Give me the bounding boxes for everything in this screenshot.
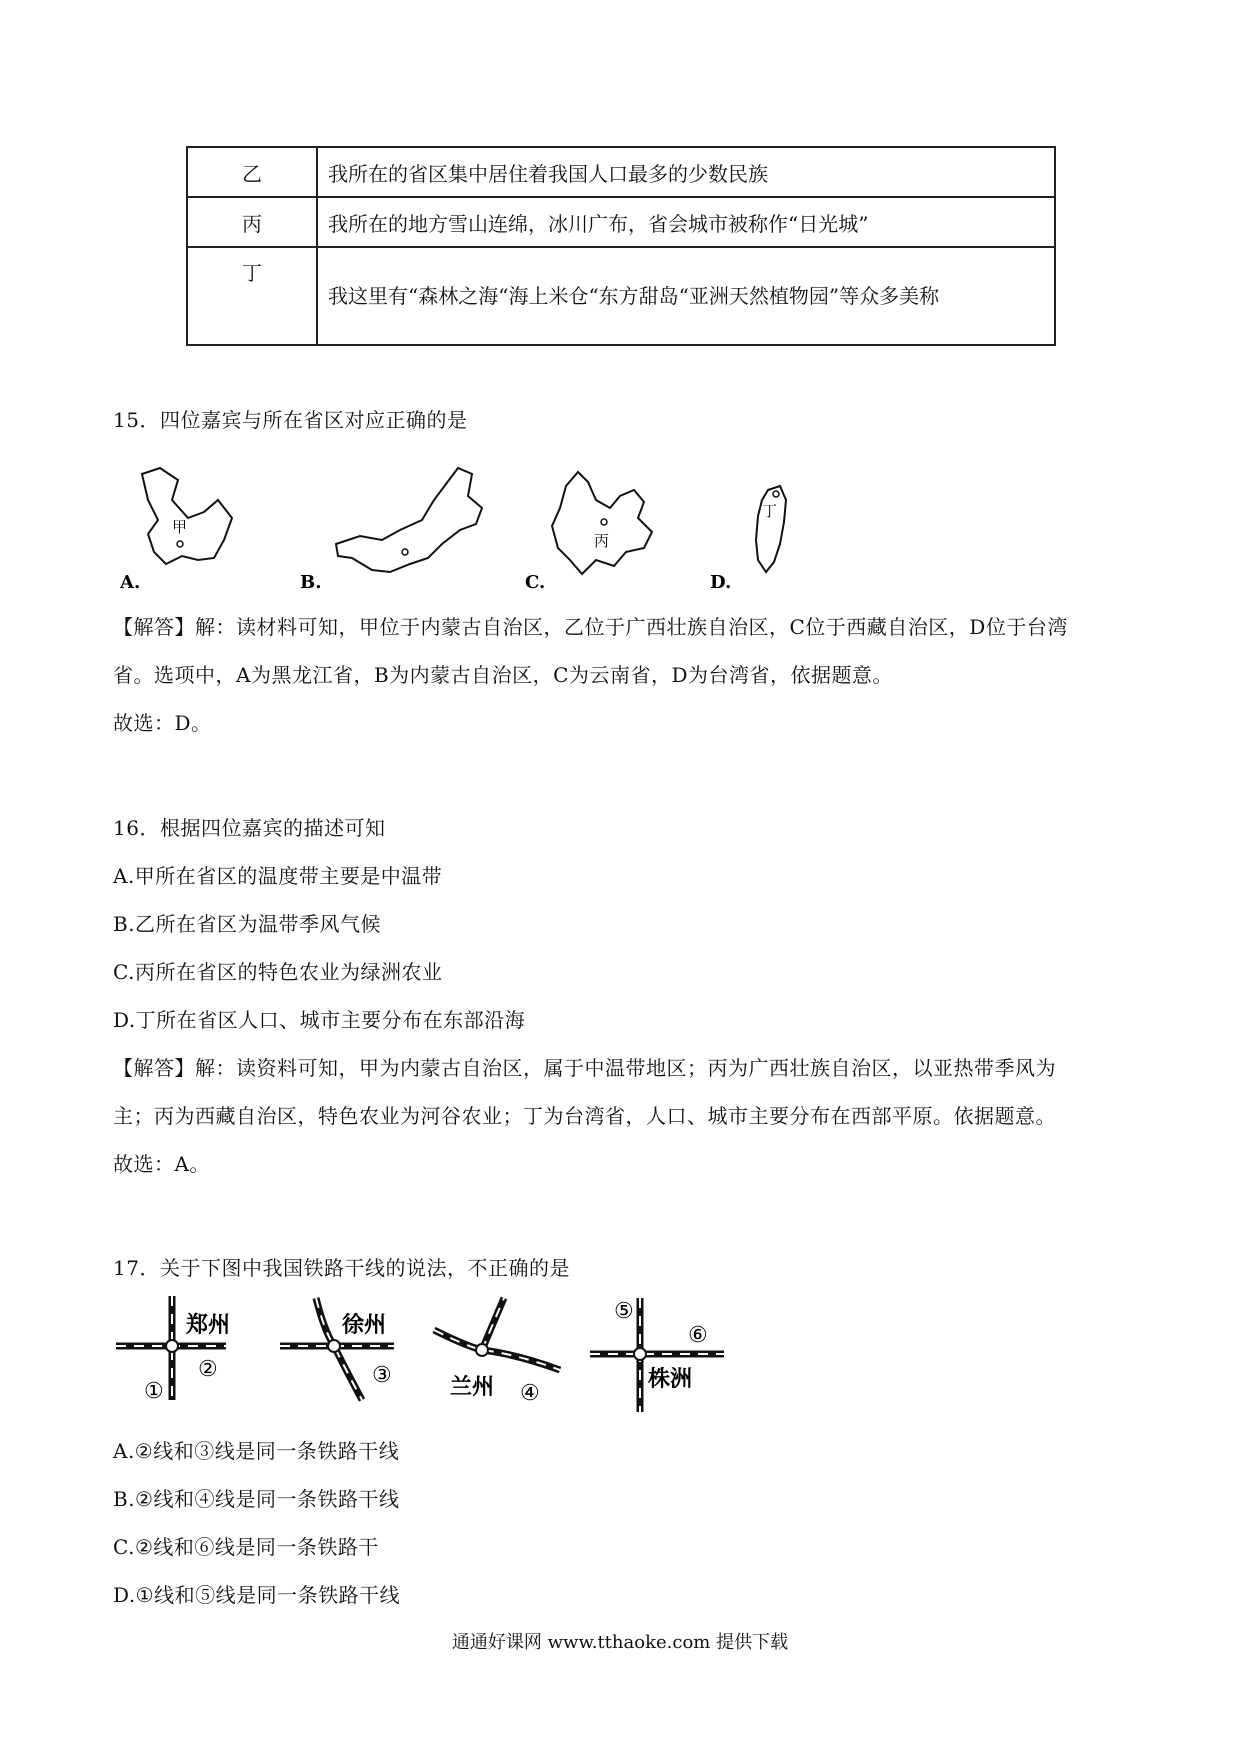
q15-stem: 15．四位嘉宾与所在省区对应正确的是 — [113, 408, 468, 432]
line-mark: ② — [198, 1357, 218, 1382]
map-label: 丙 — [594, 532, 610, 550]
table-row — [187, 147, 1055, 197]
row-key: 乙 — [187, 147, 317, 197]
page-footer: 通通好课网 www.tthaoke.com 提供下载 — [451, 1632, 789, 1653]
q17-option-b: B.②线和④线是同一条铁路干线 — [113, 1487, 400, 1511]
capital-dot — [177, 541, 183, 547]
q16-option-d: D.丁所在省区人口、城市主要分布在东部沿海 — [113, 1008, 526, 1032]
row-key: 丁 — [187, 247, 317, 345]
map-option-b — [300, 468, 482, 590]
line-mark: ③ — [372, 1363, 392, 1388]
q17-railway-junctions — [116, 1290, 836, 1430]
yunnan-outline — [552, 472, 652, 574]
capital-dot — [773, 491, 779, 497]
q17-stem: 17．关于下图中我国铁路干线的说法，不正确的是 — [113, 1256, 570, 1280]
table-row — [187, 197, 1055, 247]
heilongjiang-outline — [142, 468, 232, 564]
line-mark: ④ — [520, 1381, 540, 1406]
row-text: 我所在的省区集中居住着我国人口最多的少数民族 — [317, 147, 1055, 197]
q17-option-a: A.②线和③线是同一条铁路干线 — [113, 1439, 400, 1463]
inner-mongolia-outline — [336, 468, 482, 572]
option-letter: C. — [525, 572, 546, 590]
row-key: 丙 — [187, 197, 317, 247]
q15-answer-line-2: 省。选项中，A为黑龙江省，B为内蒙古自治区，C为云南省，D为台湾省，依据题意。 — [113, 663, 893, 687]
capital-dot — [402, 549, 408, 555]
city-label: 郑州 — [186, 1312, 231, 1338]
q15-choice: 故选：D。 — [113, 711, 212, 735]
map-label: 丁 — [762, 502, 778, 520]
guest-info-table — [186, 146, 1056, 346]
line-mark: ⑥ — [688, 1323, 708, 1348]
line-mark: ⑤ — [614, 1299, 634, 1324]
map-option-c — [525, 472, 652, 590]
q16-option-a: A.甲所在省区的温度带主要是中温带 — [113, 864, 443, 888]
city-label: 兰州 — [450, 1374, 495, 1400]
junction-zhengzhou — [116, 1296, 230, 1404]
q16-choice: 故选：A。 — [113, 1152, 210, 1176]
row-text: 我所在的地方雪山连绵，冰川广布，省会城市被称作“日光城” — [317, 197, 1055, 247]
q17-option-c: C.②线和⑥线是同一条铁路干 — [113, 1535, 379, 1559]
q16-answer-line-1: 【解答】解：读资料可知，甲为内蒙古自治区，属于中温带地区；丙为广西壮族自治区，以亚热带季风为 — [113, 1056, 1056, 1080]
q15-answer-line-1: 【解答】解：读材料可知，甲位于内蒙古自治区，乙位于广西壮族自治区，C位于西藏自治区，D位于台湾 — [113, 615, 1068, 639]
line-mark: ① — [144, 1379, 164, 1404]
junction-lanzhou — [434, 1298, 560, 1406]
option-letter: A. — [120, 572, 141, 590]
city-label: 株洲 — [648, 1366, 693, 1392]
q16-option-c: C.丙所在省区的特色农业为绿洲农业 — [113, 960, 443, 984]
city-label: 徐州 — [342, 1312, 387, 1338]
map-option-a — [120, 468, 232, 590]
option-letter: D. — [710, 572, 732, 590]
q15-province-maps — [120, 460, 900, 590]
q16-answer-line-2: 主；丙为西藏自治区，特色农业为河谷农业；丁为台湾省，人口、城市主要分布在西部平原。依据题意。 — [113, 1104, 1056, 1128]
q16-option-b: B.乙所在省区为温带季风气候 — [113, 912, 382, 936]
option-letter: B. — [300, 572, 322, 590]
q16-stem: 16．根据四位嘉宾的描述可知 — [113, 816, 386, 840]
map-option-d — [710, 486, 786, 590]
junction-xuzhou — [280, 1298, 394, 1400]
taiwan-outline — [756, 486, 786, 572]
map-label: 甲 — [172, 518, 188, 536]
junction-zhuzhou — [590, 1298, 724, 1412]
table-row — [187, 247, 1055, 345]
row-text: 我这里有“森林之海“海上米仓“东方甜岛“亚洲天然植物园”等众多美称 — [317, 247, 1055, 345]
q17-option-d: D.①线和⑤线是同一条铁路干线 — [113, 1583, 401, 1607]
capital-dot — [601, 519, 607, 525]
